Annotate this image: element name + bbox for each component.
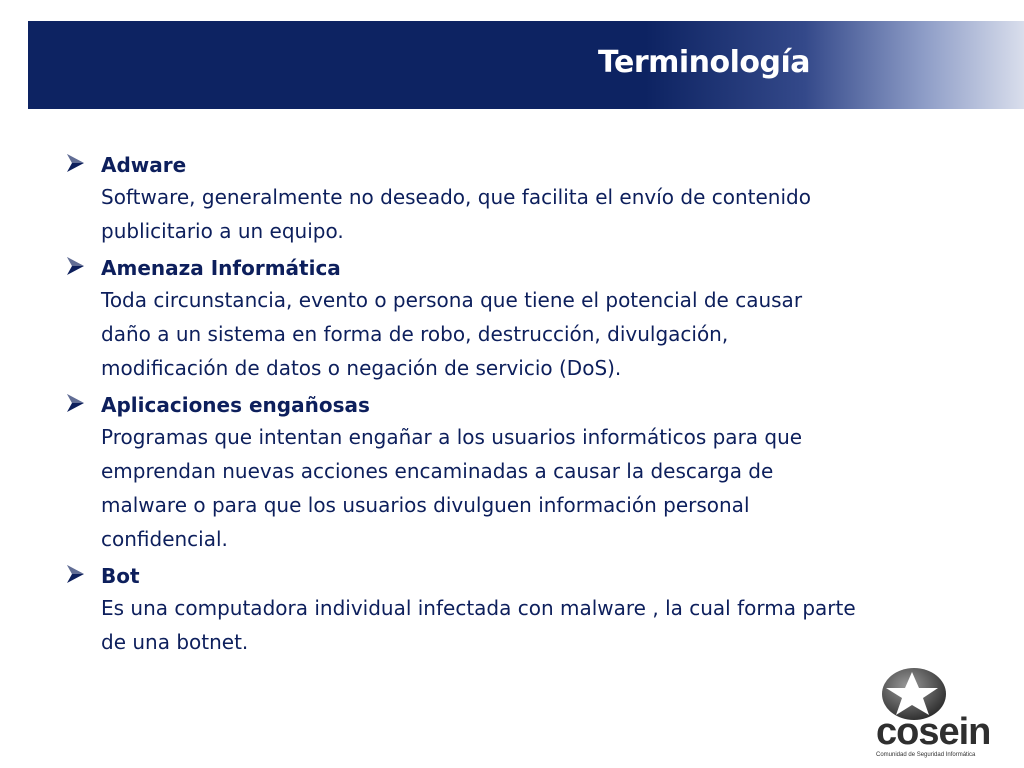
arrow-bullet-icon bbox=[64, 255, 86, 277]
term-name: Bot bbox=[101, 564, 140, 588]
term-item bbox=[64, 253, 984, 385]
arrow-bullet-icon bbox=[64, 392, 86, 414]
logo-wordmark: cosein bbox=[876, 711, 991, 753]
header-bar bbox=[28, 21, 1024, 109]
slide-title: Terminología bbox=[598, 45, 811, 80]
term-description-line: daño a un sistema en forma de robo, destrucción, divulgación, bbox=[101, 322, 729, 346]
term-name: Adware bbox=[101, 153, 187, 177]
term-description-line: Software, generalmente no deseado, que facilita el envío de contenido bbox=[101, 185, 811, 209]
term-description-line: Es una computadora individual infectada con malware , la cual forma parte bbox=[101, 596, 856, 620]
arrow-bullet-icon bbox=[64, 152, 86, 174]
logo-tagline: Comunidad de Seguridad Informática bbox=[876, 752, 976, 758]
term-description-line: modificación de datos o negación de servicio (DoS). bbox=[101, 356, 622, 380]
term-item bbox=[64, 150, 984, 248]
term-name: Aplicaciones engañosas bbox=[101, 393, 370, 417]
term-description-line: Toda circunstancia, evento o persona que tiene el potencial de causar bbox=[101, 288, 803, 312]
term-description-line: malware o para que los usuarios divulguen información personal bbox=[101, 493, 750, 517]
term-list bbox=[64, 150, 984, 664]
term-description-line: de una botnet. bbox=[101, 630, 249, 654]
term-description-line: confidencial. bbox=[101, 527, 228, 551]
term-name: Amenaza Informática bbox=[101, 256, 341, 280]
term-item bbox=[64, 561, 984, 659]
term-description-line: Programas que intentan engañar a los usuarios informáticos para que bbox=[101, 425, 803, 449]
term-item bbox=[64, 390, 984, 556]
term-description-line: emprendan nuevas acciones encaminadas a causar la descarga de bbox=[101, 459, 774, 483]
term-description-line: publicitario a un equipo. bbox=[101, 219, 344, 243]
arrow-bullet-icon bbox=[64, 563, 86, 585]
